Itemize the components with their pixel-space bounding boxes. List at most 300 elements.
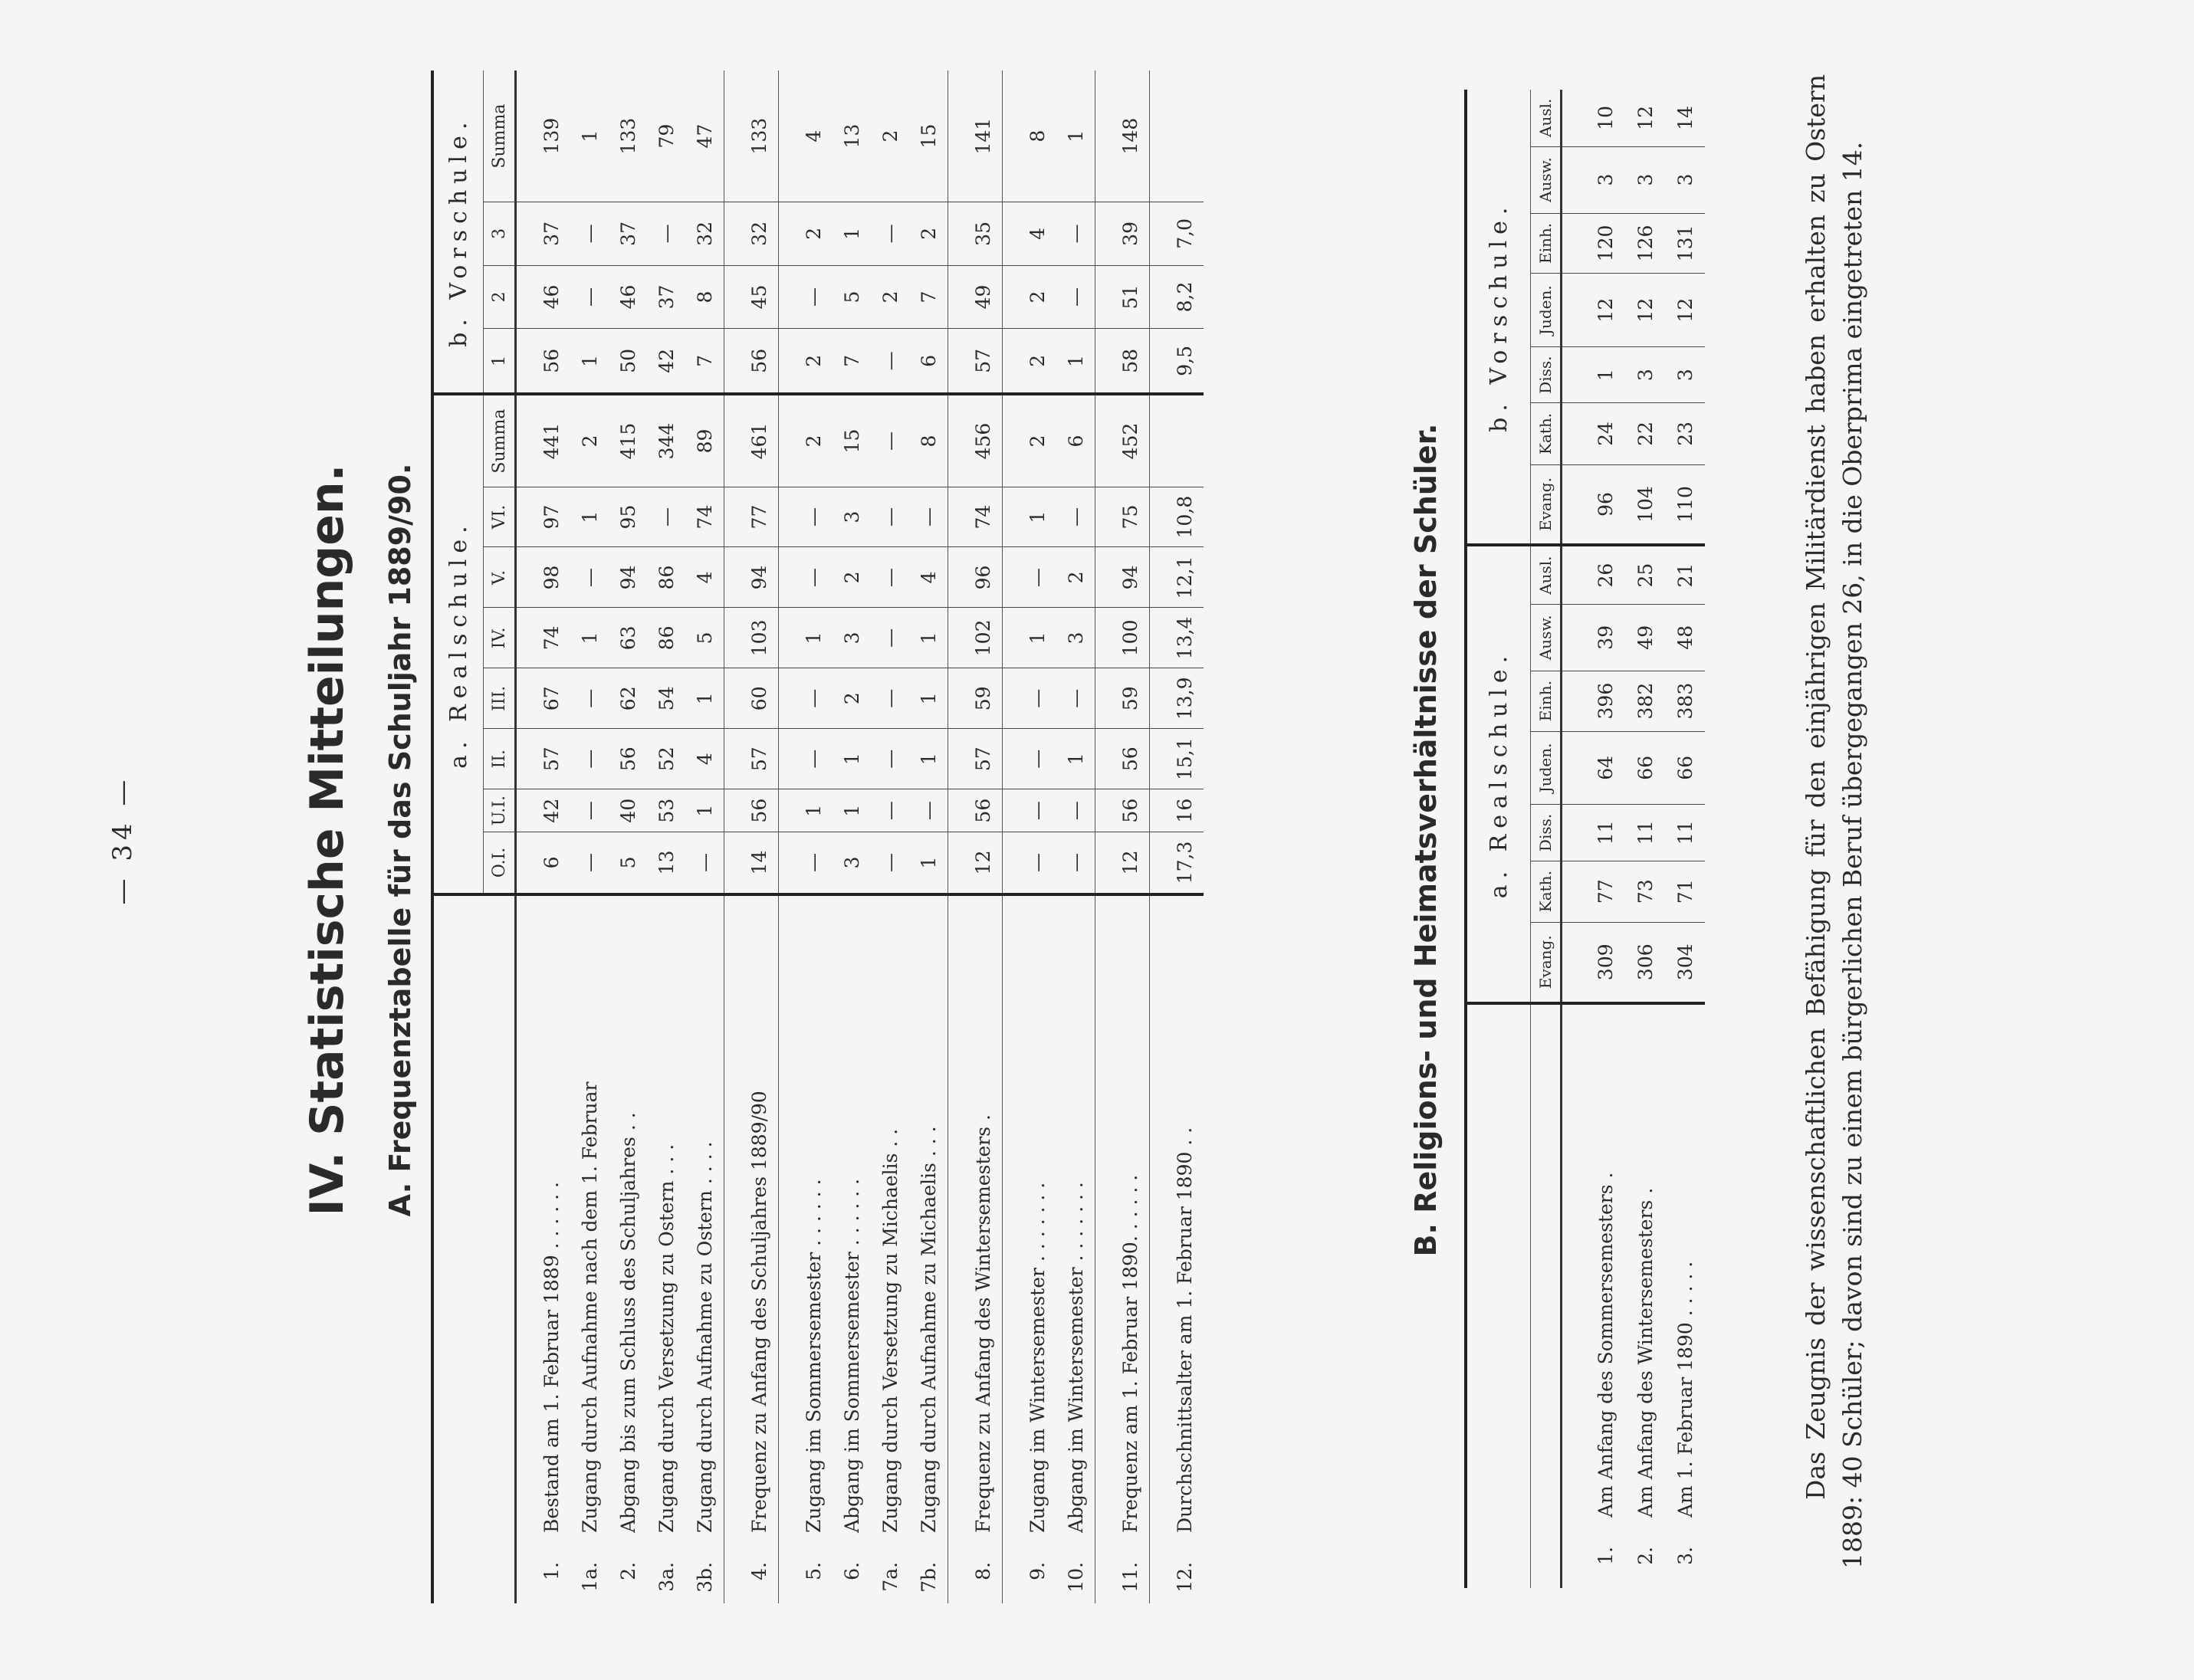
frequency-table — [431, 71, 1204, 1603]
table-row — [1585, 90, 1625, 1588]
table-cell: 100 — [1111, 608, 1150, 668]
table-cell: 2 — [909, 202, 948, 266]
table-cell: 56 — [532, 329, 570, 395]
table-cell: 94 — [609, 547, 647, 608]
table-cell: 3 — [833, 832, 871, 894]
table-cell: 66 — [1625, 731, 1665, 805]
table-cell: 1 — [570, 608, 609, 668]
table-cell: — — [647, 487, 685, 547]
table-cell: 54 — [647, 668, 685, 729]
table-cell: 1 — [1018, 487, 1056, 547]
table-cell: 14 — [1665, 90, 1705, 146]
column-header: IV. — [484, 608, 516, 668]
table-cell: 96 — [1585, 464, 1625, 545]
table-cell: 12,1 — [1165, 547, 1204, 608]
table-cell: 73 — [1625, 861, 1665, 922]
table-cell: 1 — [685, 668, 724, 729]
table-cell: 10,8 — [1165, 487, 1204, 547]
table-cell: — — [1056, 668, 1095, 729]
section-title: IV. Statistische Mitteilungen. — [301, 464, 354, 1216]
table-cell: 95 — [609, 487, 647, 547]
table-cell: 98 — [532, 547, 570, 608]
row-label: Zugang im Sommersemester . . . . . . — [802, 1179, 825, 1533]
table-cell: — — [871, 729, 909, 789]
table-cell: 52 — [647, 729, 685, 789]
table-row — [909, 71, 948, 1603]
row-number: 6. — [840, 1562, 863, 1580]
note-paragraph — [1798, 74, 1871, 1569]
table-cell: 1 — [833, 202, 871, 266]
table-cell: 8 — [1018, 71, 1056, 202]
table-row — [740, 71, 779, 1603]
row-gap — [1095, 71, 1112, 1603]
table-cell: — — [871, 487, 909, 547]
table-cell: — — [794, 832, 833, 894]
table-cell: — — [1018, 668, 1056, 729]
column-header: Juden. — [1531, 731, 1562, 805]
table-cell: 2 — [1018, 265, 1056, 329]
table-cell: 12 — [1111, 832, 1150, 894]
table-cell — [1165, 71, 1204, 202]
table-cell: — — [909, 487, 948, 547]
table-cell: 133 — [740, 71, 779, 202]
column-header: Summa — [484, 394, 516, 487]
table-cell: 8,2 — [1165, 265, 1204, 329]
table-cell: 4 — [685, 547, 724, 608]
column-header: Evang. — [1531, 922, 1562, 1002]
table-cell: 74 — [685, 487, 724, 547]
table-cell: 1 — [909, 608, 948, 668]
table-cell: 4 — [909, 547, 948, 608]
table-row — [833, 71, 871, 1603]
table-cell: 25 — [1625, 545, 1665, 604]
row-number: 1a. — [578, 1562, 601, 1592]
table-cell: 382 — [1625, 671, 1665, 731]
row-gap — [1003, 71, 1019, 1603]
column-header: Ausl. — [1531, 545, 1562, 604]
table-row — [1165, 71, 1204, 1603]
row-number: 3b. — [693, 1562, 716, 1593]
table-cell: 14 — [740, 832, 779, 894]
table-cell: 4 — [794, 71, 833, 202]
religion-table — [1464, 90, 1705, 1588]
table-cell: — — [871, 547, 909, 608]
table-cell: 53 — [647, 789, 685, 832]
row-number: 2. — [616, 1562, 639, 1580]
table-cell: — — [1018, 729, 1056, 789]
table-cell: 12 — [1625, 274, 1665, 347]
table-cell: 1 — [1585, 347, 1625, 403]
table-cell: 103 — [740, 608, 779, 668]
note-text: Das Zeugnis der wissenschaftlichen Befähigung für den einjährigen Militärdienst haben erhalten zu Ostern 1889: 40 Schüler; davon sind zu einem bürgerlichen Beruf übergegangen 26, in die Oberprima eingetreten 14. — [1801, 74, 1867, 1569]
table-a-title: A. Frequenztabelle für das Schuljahr 1889/90. — [383, 463, 417, 1217]
table-cell: 48 — [1665, 604, 1705, 671]
table-cell: 441 — [532, 394, 570, 487]
table-cell: 5 — [609, 832, 647, 894]
table-cell: 24 — [1585, 403, 1625, 464]
column-header: Ausl. — [1531, 90, 1562, 146]
table-cell: 133 — [609, 71, 647, 202]
table-cell: 46 — [532, 265, 570, 329]
table-cell: 79 — [647, 71, 685, 202]
column-header: III. — [484, 668, 516, 729]
table-cell: 139 — [532, 71, 570, 202]
table-cell: — — [909, 789, 948, 832]
table-cell: 7 — [833, 329, 871, 395]
row-label: Zugang durch Aufnahme nach dem 1. Februar — [578, 1081, 601, 1533]
table-cell: 32 — [740, 202, 779, 266]
row-label: Zugang im Wintersemester . . . . . . . — [1026, 1182, 1049, 1533]
table-cell: — — [570, 668, 609, 729]
table-cell: 71 — [1665, 861, 1705, 922]
table-cell: 2 — [833, 668, 871, 729]
table-cell: 37 — [532, 202, 570, 266]
table-cell: — — [1018, 832, 1056, 894]
page-number: — 34 — — [107, 775, 138, 905]
table-row — [871, 71, 909, 1603]
table-cell: 415 — [609, 394, 647, 487]
table-cell: 1 — [833, 729, 871, 789]
group-vorschule: b. Vorschule. — [1466, 90, 1531, 545]
row-number: 3a. — [655, 1562, 678, 1592]
row-label: Abgang im Sommersemester . . . . . . — [840, 1178, 863, 1533]
row-number: 7a. — [879, 1562, 902, 1592]
table-row — [1625, 90, 1665, 1588]
column-header: VI. — [484, 487, 516, 547]
table-cell: — — [570, 202, 609, 266]
table-cell: 10 — [1585, 90, 1625, 146]
table-cell: — — [570, 547, 609, 608]
table-cell: 13 — [833, 71, 871, 202]
table-cell: 383 — [1665, 671, 1705, 731]
table-row — [647, 71, 685, 1603]
table-cell: — — [1018, 789, 1056, 832]
row-label: Zugang durch Aufnahme zu Ostern . . . . — [693, 1141, 716, 1533]
row-label: Zugang durch Aufnahme zu Michaelis . . . — [917, 1126, 940, 1533]
table-cell: 15 — [909, 71, 948, 202]
table-cell: 396 — [1585, 671, 1625, 731]
table-row — [964, 71, 1003, 1603]
table-cell: — — [1018, 547, 1056, 608]
table-cell: 9,5 — [1165, 329, 1204, 395]
table-cell: 51 — [1111, 265, 1150, 329]
column-header: Einh. — [1531, 213, 1562, 274]
table-cell: 3 — [1625, 347, 1665, 403]
table-cell: 4 — [1018, 202, 1056, 266]
row-gap — [516, 71, 533, 1603]
table-cell: 86 — [647, 608, 685, 668]
table-cell: 39 — [1585, 604, 1625, 671]
table-row — [1111, 71, 1150, 1603]
table-cell: 77 — [740, 487, 779, 547]
table-cell: 5 — [833, 265, 871, 329]
table-cell: 2 — [1056, 547, 1095, 608]
table-cell: 1 — [1056, 71, 1095, 202]
table-cell: — — [794, 547, 833, 608]
table-cell: 89 — [685, 394, 724, 487]
table-cell: — — [1056, 202, 1095, 266]
row-gap — [948, 71, 964, 1603]
table-cell: — — [570, 789, 609, 832]
table-cell: 8 — [685, 265, 724, 329]
table-cell: 3 — [1585, 146, 1625, 213]
table-cell: 3 — [1625, 146, 1665, 213]
table-cell: 17,3 — [1165, 832, 1204, 894]
table-cell: 126 — [1625, 213, 1665, 274]
table-cell: 3 — [833, 487, 871, 547]
row-number: 9. — [1026, 1562, 1049, 1580]
column-header: Ausw. — [1531, 146, 1562, 213]
table-cell: 110 — [1665, 464, 1705, 545]
table-cell: 67 — [532, 668, 570, 729]
table-cell: 2 — [871, 265, 909, 329]
table-cell: 46 — [609, 265, 647, 329]
column-header: V. — [484, 547, 516, 608]
column-header: O.I. — [484, 832, 516, 894]
table-cell: 74 — [532, 608, 570, 668]
table-cell: 6 — [909, 329, 948, 395]
table-cell: 7 — [909, 265, 948, 329]
row-label: Frequenz zu Anfang des Schuljahres 1889/90 — [747, 1091, 770, 1533]
table-cell: 13 — [647, 832, 685, 894]
table-cell: 13,9 — [1165, 668, 1204, 729]
row-label: Am 1. Februar 1890 . . . . . — [1673, 1261, 1696, 1518]
table-cell: 1 — [1056, 729, 1095, 789]
table-row — [794, 71, 833, 1603]
row-label: Am Anfang des Wintersemesters . — [1634, 1187, 1657, 1518]
column-header: Kath. — [1531, 861, 1562, 922]
table-cell: 86 — [647, 547, 685, 608]
column-header: Juden. — [1531, 274, 1562, 347]
table-cell: 94 — [740, 547, 779, 608]
table-cell: 1 — [833, 789, 871, 832]
group-vorschule: b. Vorschule. — [432, 71, 484, 394]
table-cell: 59 — [1111, 668, 1150, 729]
row-label: Abgang bis zum Schluss des Schuljahres . . — [616, 1112, 639, 1533]
table-cell: 344 — [647, 394, 685, 487]
table-cell: 49 — [964, 265, 1003, 329]
table-cell: 37 — [609, 202, 647, 266]
table-cell: 306 — [1625, 922, 1665, 1002]
table-cell: — — [871, 789, 909, 832]
table-cell: 56 — [964, 789, 1003, 832]
table-cell: 1 — [794, 608, 833, 668]
table-cell: 141 — [964, 71, 1003, 202]
table-cell: 120 — [1585, 213, 1625, 274]
table-cell: 77 — [1585, 861, 1625, 922]
row-number: 1. — [540, 1562, 563, 1580]
row-number: 11. — [1118, 1562, 1141, 1593]
table-cell: — — [647, 202, 685, 266]
table-cell: 13,4 — [1165, 608, 1204, 668]
table-row — [1665, 90, 1705, 1588]
table-row — [570, 71, 609, 1603]
table-cell: 45 — [740, 265, 779, 329]
column-header: Ausw. — [1531, 604, 1562, 671]
table-cell: — — [871, 394, 909, 487]
table-cell: 97 — [532, 487, 570, 547]
table-cell: — — [794, 265, 833, 329]
row-number: 2. — [1634, 1547, 1657, 1565]
table-cell: 75 — [1111, 487, 1150, 547]
table-cell: 2 — [794, 202, 833, 266]
table-cell: 456 — [964, 394, 1003, 487]
table-cell: — — [1056, 265, 1095, 329]
table-cell: — — [871, 202, 909, 266]
table-cell: — — [871, 608, 909, 668]
table-cell: 21 — [1665, 545, 1705, 604]
table-cell: — — [1056, 789, 1095, 832]
table-cell: — — [1056, 832, 1095, 894]
column-header: U.I. — [484, 789, 516, 832]
table-cell: 309 — [1585, 922, 1625, 1002]
row-label: Zugang durch Versetzung zu Michaelis . . — [879, 1128, 902, 1533]
table-cell: — — [570, 265, 609, 329]
table-cell: — — [1056, 487, 1095, 547]
table-cell: 104 — [1625, 464, 1665, 545]
column-header: Einh. — [1531, 671, 1562, 731]
table-cell — [1165, 394, 1204, 487]
table-cell: 56 — [609, 729, 647, 789]
table-cell: — — [794, 668, 833, 729]
row-number: 10. — [1064, 1562, 1087, 1593]
table-cell: — — [871, 329, 909, 395]
table-cell: 94 — [1111, 547, 1150, 608]
row-gap — [1150, 71, 1166, 1603]
table-cell: 2 — [794, 394, 833, 487]
row-number: 4. — [747, 1562, 770, 1580]
table-cell: 12 — [964, 832, 1003, 894]
table-cell: 12 — [1665, 274, 1705, 347]
table-cell: 6 — [1056, 394, 1095, 487]
table-cell: 148 — [1111, 71, 1150, 202]
table-cell: 1 — [909, 668, 948, 729]
column-header: 3 — [484, 202, 516, 266]
table-cell: 42 — [532, 789, 570, 832]
table-cell: 1 — [1056, 329, 1095, 395]
table-cell: 11 — [1625, 805, 1665, 861]
row-label: Frequenz zu Anfang des Wintersemesters . — [971, 1114, 994, 1533]
table-cell: 57 — [964, 729, 1003, 789]
table-cell: 6 — [532, 832, 570, 894]
column-header: Kath. — [1531, 403, 1562, 464]
table-cell: — — [794, 487, 833, 547]
table-cell: 62 — [609, 668, 647, 729]
table-cell: 1 — [685, 789, 724, 832]
row-number: 8. — [971, 1562, 994, 1580]
table-cell: 96 — [964, 547, 1003, 608]
row-label: Frequenz am 1. Februar 1890. . . . . . — [1118, 1174, 1141, 1533]
table-cell: 1 — [1018, 608, 1056, 668]
table-cell: 58 — [1111, 329, 1150, 395]
table-cell: 12 — [1625, 90, 1665, 146]
row-label: Zugang durch Versetzung zu Ostern . . . — [655, 1144, 678, 1533]
row-label: Bestand am 1. Februar 1889 . . . . . . — [540, 1182, 563, 1533]
row-number: 7b. — [917, 1562, 940, 1593]
column-header: 1 — [484, 329, 516, 395]
table-cell: 56 — [740, 789, 779, 832]
table-cell: 47 — [685, 71, 724, 202]
row-gap — [1562, 90, 1586, 1588]
table-cell: 40 — [609, 789, 647, 832]
table-cell: 3 — [1665, 146, 1705, 213]
table-cell: 102 — [964, 608, 1003, 668]
table-cell: — — [871, 832, 909, 894]
table-cell: 60 — [740, 668, 779, 729]
column-header: Diss. — [1531, 347, 1562, 403]
table-cell: 3 — [833, 608, 871, 668]
table-cell: 37 — [647, 265, 685, 329]
row-number: 5. — [802, 1562, 825, 1580]
row-label: Durchschnittsalter am 1. Februar 1890 . . — [1173, 1127, 1196, 1533]
table-cell: 63 — [609, 608, 647, 668]
table-cell: 59 — [964, 668, 1003, 729]
table-row — [1056, 71, 1095, 1603]
table-cell: 39 — [1111, 202, 1150, 266]
table-cell: 74 — [964, 487, 1003, 547]
table-cell: 32 — [685, 202, 724, 266]
table-cell: — — [685, 832, 724, 894]
table-cell: 57 — [532, 729, 570, 789]
table-row — [1018, 71, 1056, 1603]
table-cell: 56 — [1111, 789, 1150, 832]
table-cell: 2 — [833, 547, 871, 608]
table-cell: 15 — [833, 394, 871, 487]
table-cell: 35 — [964, 202, 1003, 266]
table-row — [532, 71, 570, 1603]
table-cell: 7 — [685, 329, 724, 395]
table-cell: — — [794, 729, 833, 789]
table-cell: 1 — [909, 729, 948, 789]
table-cell: 5 — [685, 608, 724, 668]
table-b-title: B. Religions- und Heimatsverhältnisse der Schüler. — [1409, 423, 1443, 1257]
table-cell: 131 — [1665, 213, 1705, 274]
column-header: II. — [484, 729, 516, 789]
table-cell: 56 — [1111, 729, 1150, 789]
table-cell: 304 — [1665, 922, 1705, 1002]
table-cell: 15,1 — [1165, 729, 1204, 789]
table-cell: 26 — [1585, 545, 1625, 604]
table-cell: 7,0 — [1165, 202, 1204, 266]
table-cell: 11 — [1665, 805, 1705, 861]
row-label: Am Anfang des Sommersemesters . — [1594, 1172, 1617, 1518]
row-label: Abgang im Wintersemester . . . . . . . — [1064, 1182, 1087, 1533]
table-cell: 16 — [1165, 789, 1204, 832]
table-cell: 42 — [647, 329, 685, 395]
table-cell: 1 — [570, 71, 609, 202]
column-header: Summa — [484, 71, 516, 202]
table-cell: 57 — [964, 329, 1003, 395]
row-number: 12. — [1173, 1562, 1196, 1593]
table-cell: 2 — [570, 394, 609, 487]
table-cell: 2 — [1018, 394, 1056, 487]
table-cell: 1 — [909, 832, 948, 894]
table-cell: 11 — [1585, 805, 1625, 861]
table-cell: 2 — [794, 329, 833, 395]
column-header: Evang. — [1531, 464, 1562, 545]
column-header: 2 — [484, 265, 516, 329]
table-cell: 8 — [909, 394, 948, 487]
table-cell: 64 — [1585, 731, 1625, 805]
row-gap — [779, 71, 795, 1603]
table-cell: 56 — [740, 329, 779, 395]
table-cell: 12 — [1585, 274, 1625, 347]
row-gap — [724, 71, 741, 1603]
table-cell: 2 — [1018, 329, 1056, 395]
table-row — [685, 71, 724, 1603]
table-cell: 22 — [1625, 403, 1665, 464]
table-cell: 3 — [1056, 608, 1095, 668]
